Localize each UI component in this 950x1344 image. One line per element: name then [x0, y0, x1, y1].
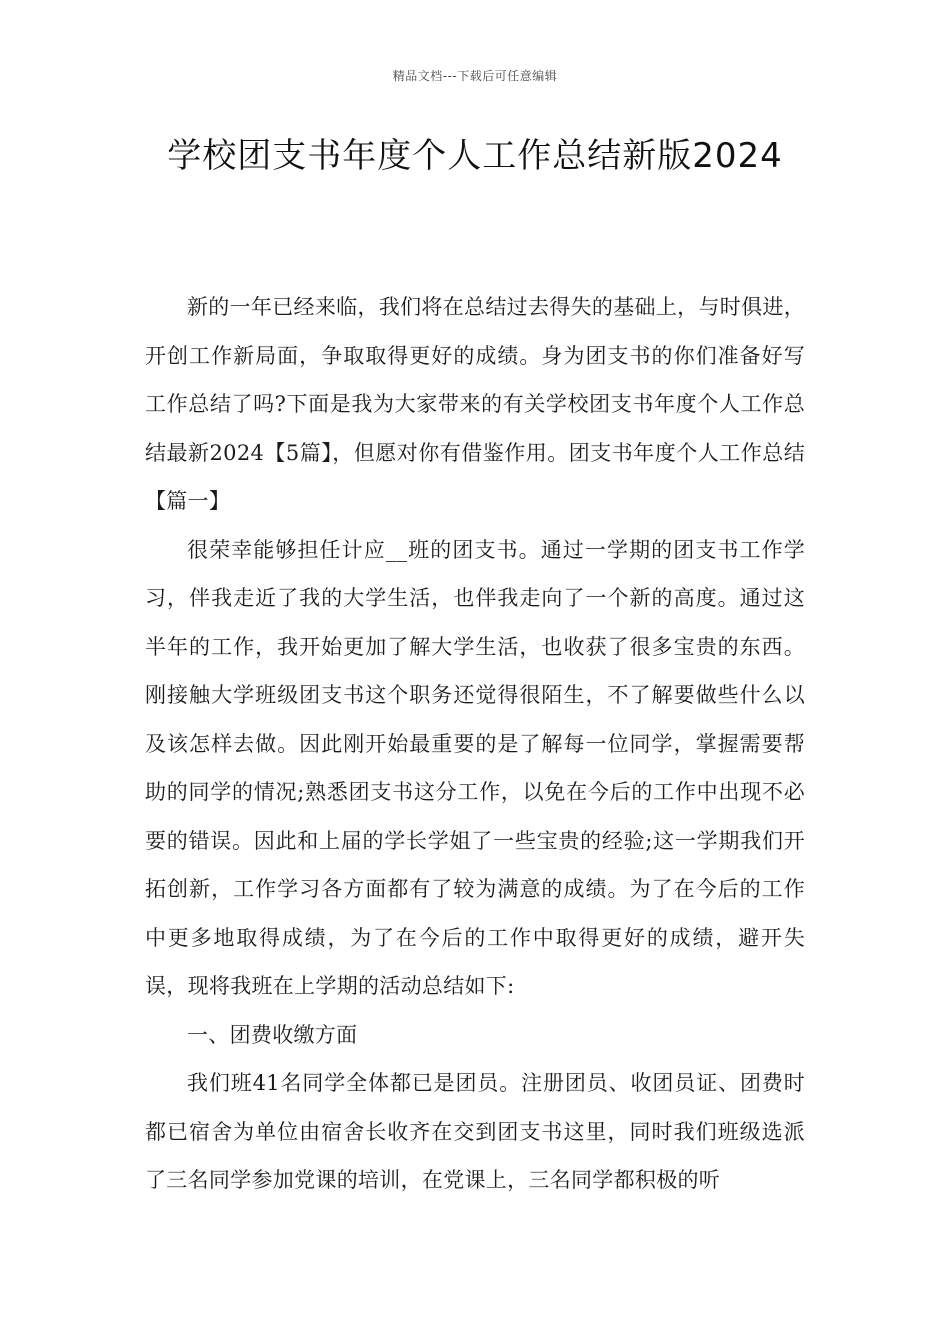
paragraph-part-one: 很荣幸能够担任计应__班的团支书。通过一学期的团支书工作学习，伴我走近了我的大学生活，也伴我走向了一个新的高度。通过这半年的工作，我开始更加了解大学生活，也收获了很多宝贵的东西。刚接触大学班级团支书这个职务还觉得很陌生，不了解要做些什么以及该怎样去做。因此刚开始最重要的是了解每一位同学，掌握需要帮助的同学的情况;熟悉团支书这分工作，以免在今后的工作中出现不必要的错误。因此和上届的学长学姐了一些宝贵的经验;这一学期我们开拓创新，工作学习各方面都有了较为满意的成绩。为了在今后的工作中更多地取得成绩，为了在今后的工作中取得更好的成绩，避开失误，现将我班在上学期的活动总结如下:	[145, 537, 805, 998]
section-heading-league-fees: 一、团费收缴方面	[187, 1022, 358, 1047]
paragraph-intro: 新的一年已经来临，我们将在总结过去得失的基础上，与时俱进，开创工作新局面，争取取得更好的成绩。身为团支书的你们准备好写工作总结了吗?下面是我为大家带来的有关学校团支书年度个人工作总结最新2024【5篇】，但愿对你有借鉴作用。团支书年度个人工作总结【篇一】	[145, 295, 805, 513]
paragraph-league-fees: 我们班41名同学全体都已是团员。注册团员、收团员证、团费时都已宿舍为单位由宿舍长收齐在交到团支书这里，同时我们班级选派了三名同学参加党课的培训，在党课上，三名同学都积极的听	[145, 1071, 805, 1192]
document-title: 学校团支书年度个人工作总结新版2024	[167, 136, 783, 176]
header-note: 精品文档---下载后可任意编辑	[392, 69, 558, 83]
document-body	[145, 283, 805, 1205]
